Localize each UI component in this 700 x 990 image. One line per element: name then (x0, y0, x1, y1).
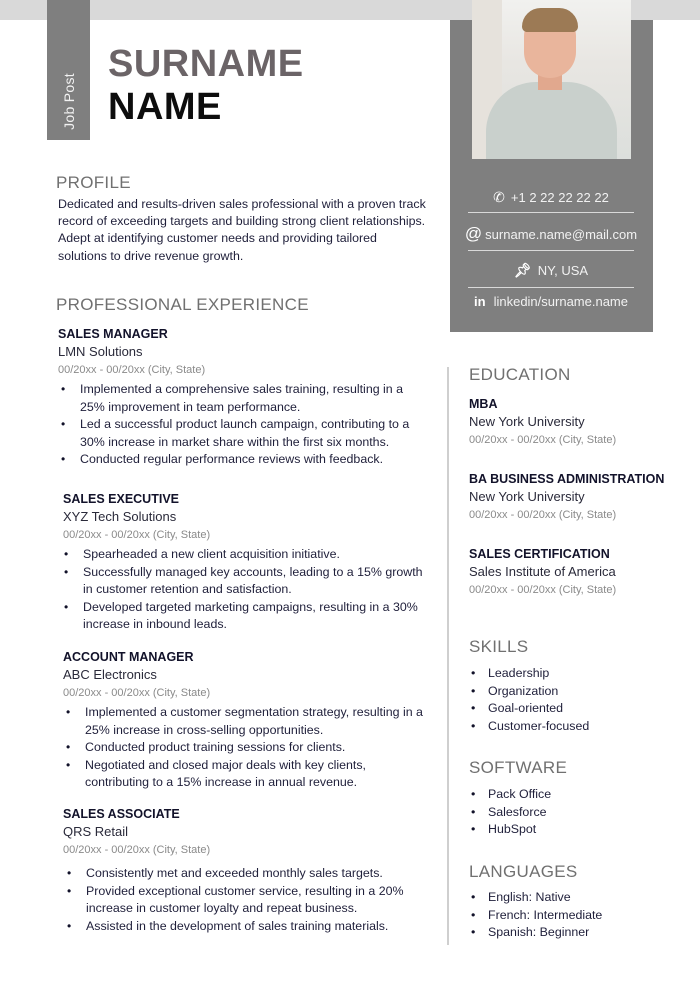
pushpin-icon: 📌︎ (513, 262, 532, 278)
software-list (471, 786, 551, 839)
education-entry (469, 470, 689, 524)
experience-heading: PROFESSIONAL EXPERIENCE (56, 295, 309, 314)
job-title: SALES EXECUTIVE (63, 492, 179, 506)
job-entry (63, 648, 503, 792)
edu-dates: 00/20xx - 00/20xx (City, State) (469, 509, 617, 521)
job-post-bar (47, 0, 90, 140)
job-dates: 00/20xx - 00/20xx (City, State) (63, 844, 211, 856)
contact-linkedin (468, 294, 634, 309)
contact-location (468, 262, 634, 279)
skill-item: • Customer-focused (471, 718, 589, 736)
edu-degree: SALES CERTIFICATION (469, 547, 610, 561)
photo-shirt (486, 82, 617, 159)
job-title: ACCOUNT MANAGER (63, 650, 194, 664)
software-heading: SOFTWARE (469, 758, 568, 777)
job-bullet: • Conducted product training sessions for clients. (66, 740, 346, 754)
location-value: NY, USA (537, 263, 589, 278)
contact-divider (468, 212, 634, 213)
surname: SURNAME (108, 43, 304, 85)
skill-item: • Goal-oriented (471, 700, 589, 718)
skills-heading: SKILLS (469, 637, 529, 656)
software-item: • HubSpot (471, 821, 551, 839)
contact-divider (468, 250, 634, 251)
edu-dates: 00/20xx - 00/20xx (City, State) (469, 584, 617, 596)
education-entry (469, 545, 689, 599)
job-title: SALES ASSOCIATE (63, 807, 180, 821)
language-item: • French: Intermediate (471, 907, 602, 925)
software-item: • Pack Office (471, 786, 551, 804)
job-dates: 00/20xx - 00/20xx (City, State) (63, 687, 211, 699)
job-bullet: • Implemented a customer segmentation strategy, resulting in a 25% increase in cross-selling opportunities. (66, 705, 423, 737)
profile-text: Dedicated and results-driven sales professional with a proven track record of exceeding targets and building strong client relationships. Adept at identifying customer needs and providing tailored solutions to drive revenue growth. (58, 197, 426, 263)
linkedin-value: linkedin/surname.name (493, 294, 628, 309)
edu-school: New York University (469, 489, 585, 504)
photo-hair (522, 8, 578, 32)
edu-degree: BA BUSINESS ADMINISTRATION (469, 472, 665, 486)
edu-school: Sales Institute of America (469, 564, 616, 579)
job-company: XYZ Tech Solutions (63, 509, 177, 524)
software-item: • Salesforce (471, 804, 551, 822)
job-entry (63, 490, 503, 634)
job-bullet: • Led a successful product launch campaign, contributing to a 30% increase in market share within the first six months. (61, 417, 410, 449)
linkedin-icon: in (474, 294, 486, 309)
job-bullets (63, 546, 503, 634)
language-item: • English: Native (471, 889, 602, 907)
job-bullet: • Developed targeted marketing campaigns, resulting in a 30% increase in inbound leads. (64, 599, 418, 631)
language-item: • Spanish: Beginner (471, 924, 602, 942)
job-bullet: • Successfully managed key accounts, leading to a 15% growth in customer retention and satisfaction. (64, 564, 423, 596)
job-bullet: • Spearheaded a new client acquisition initiative. (64, 547, 340, 561)
at-icon: @ (464, 224, 483, 243)
job-bullet: • Consistently met and exceeded monthly sales targets. (67, 866, 383, 880)
phone-icon: ✆ (493, 189, 505, 205)
education-entry (469, 395, 689, 449)
contact-divider (468, 287, 634, 288)
job-entry (63, 805, 503, 935)
skill-item: • Organization (471, 683, 589, 701)
edu-degree: MBA (469, 397, 498, 411)
job-bullets (63, 704, 503, 792)
email-value: surname.name@mail.com (485, 226, 638, 242)
contact-email (464, 224, 638, 244)
job-bullets (63, 865, 503, 935)
job-company: LMN Solutions (58, 344, 143, 359)
job-bullet: • Implemented a comprehensive sales training, resulting in a 25% improvement in team performance. (61, 382, 404, 414)
job-bullet: • Assisted in the development of sales training materials. (67, 918, 389, 933)
languages-heading: LANGUAGES (469, 862, 578, 881)
job-dates: 00/20xx - 00/20xx (City, State) (63, 529, 211, 541)
job-title: SALES MANAGER (58, 327, 168, 341)
job-entry (58, 325, 498, 469)
job-dates: 00/20xx - 00/20xx (City, State) (58, 364, 206, 376)
phone-value: +1 2 22 22 22 22 (510, 190, 609, 205)
job-company: ABC Electronics (63, 667, 157, 682)
job-post-label: Job Post (60, 73, 77, 130)
skills-list (471, 665, 589, 736)
edu-school: New York University (469, 414, 585, 429)
job-bullet: • Provided exceptional customer service, resulting in a 20% increase in customer loyalty and repeat business. (67, 883, 404, 915)
first-name: NAME (108, 86, 222, 128)
education-heading: EDUCATION (469, 365, 571, 384)
job-bullet: • Negotiated and closed major deals with key clients, contributing to a 15% increase in annual revenue. (66, 757, 367, 789)
languages-list (471, 889, 602, 942)
profile-heading: PROFILE (56, 173, 131, 192)
job-bullet: • Conducted regular performance reviews with feedback. (61, 452, 384, 466)
skill-item: • Leadership (471, 665, 589, 683)
edu-dates: 00/20xx - 00/20xx (City, State) (469, 434, 617, 446)
column-divider (447, 367, 449, 945)
job-company: QRS Retail (63, 824, 129, 839)
job-bullets (58, 381, 498, 469)
profile-photo (472, 0, 631, 159)
contact-phone (468, 189, 634, 206)
